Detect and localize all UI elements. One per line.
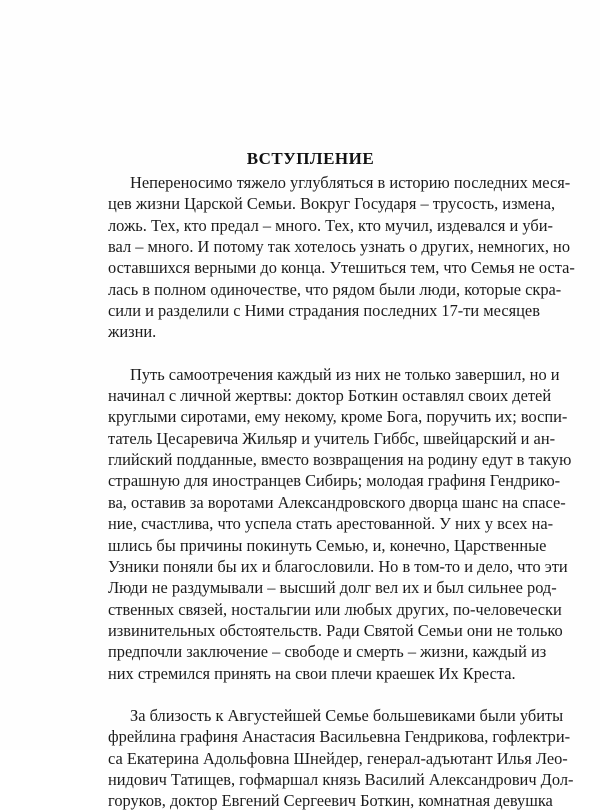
text-line: Люди не раздумывали – высший долг вел их и был сильнее род- <box>108 578 557 598</box>
text-line: начинал с личной жертвы: доктор Боткин оставлял своих детей <box>108 386 552 406</box>
text-line: глийский подданные, вместо возвращения на родину едут в такую <box>108 450 572 470</box>
text-line: вал – много. И потому так хотелось узнать о других, немногих, но <box>108 237 571 257</box>
paragraph-2 <box>108 364 572 684</box>
paragraph-1 <box>108 172 575 343</box>
text-line: оставшихся верными до конца. Утешиться тем, что Семья не оста- <box>108 258 575 278</box>
text-line: цев жизни Царской Семьи. Вокруг Государя – трусость, измена, <box>108 194 556 214</box>
text-line: страшную для иностранцев Сибирь; молодая графиня Гендрико- <box>108 471 561 491</box>
text-line: Узники поняли бы их и благословили. Но в том-то и дело, что эти <box>108 556 568 576</box>
text-line: горуков, доктор Евгений Сергеевич Боткин, комнатная девушка <box>108 791 553 811</box>
text-line: предпочли заключение – свободе и смерть – жизни, каждый из <box>108 642 547 662</box>
text-line: ние, счастлива, что успела стать арестованной. У них у всех на- <box>108 514 554 534</box>
chapter-heading: ВСТУПЛЕНИЕ <box>246 149 375 168</box>
text-line: Непереносимо тяжело углубляться в историю последних меся- <box>130 173 571 192</box>
text-line: жизни. <box>108 322 157 342</box>
paragraph-gap <box>108 684 513 705</box>
text-line: ва, оставив за воротами Александровского дворца шанс на спасе- <box>108 492 566 512</box>
text-line: ственных связей, ностальгии или любых других, по-человечески <box>108 599 562 619</box>
text-line: са Екатерина Адольфовна Шнейдер, генерал-адъютант Илья Лео- <box>108 748 568 768</box>
text-line: Путь самоотречения каждый из них не только завершил, но и <box>130 364 560 384</box>
text-line: извинительных обстоятельств. Ради Святой Семьи они не только <box>108 620 563 640</box>
paragraph-gap <box>108 343 513 364</box>
paragraph-3 <box>108 705 574 812</box>
text-line: них стремился принять на свои плечи краешек Их Креста. <box>108 663 516 683</box>
text-line: шлись бы причины покинуть Семью, и, конечно, Царственные <box>108 535 547 555</box>
text-line: нидович Татищев, гофмаршал князь Василий Александрович Дол- <box>108 769 574 789</box>
text-line: фрейлина графиня Анастасия Васильевна Гендрикова, гофлектри- <box>108 727 571 747</box>
text-line: татель Цесаревича Жильяр и учитель Гиббс, швейцарский и ан- <box>108 428 556 448</box>
text-line: сили и разделили с Ними страдания последних 17-ти месяцев <box>108 301 540 321</box>
text-line: круглыми сиротами, ему некому, кроме Бога, поручить их; воспи- <box>108 407 568 427</box>
text-line: лась в полном одиночестве, что рядом были люди, которые скра- <box>108 279 562 299</box>
text-line: ложь. Тех, кто предал – много. Тех, кто мучил, издевался и уби- <box>108 215 553 235</box>
page-text-block <box>108 148 575 812</box>
text-line: За близость к Августейшей Семье большевиками были убиты <box>130 705 564 725</box>
